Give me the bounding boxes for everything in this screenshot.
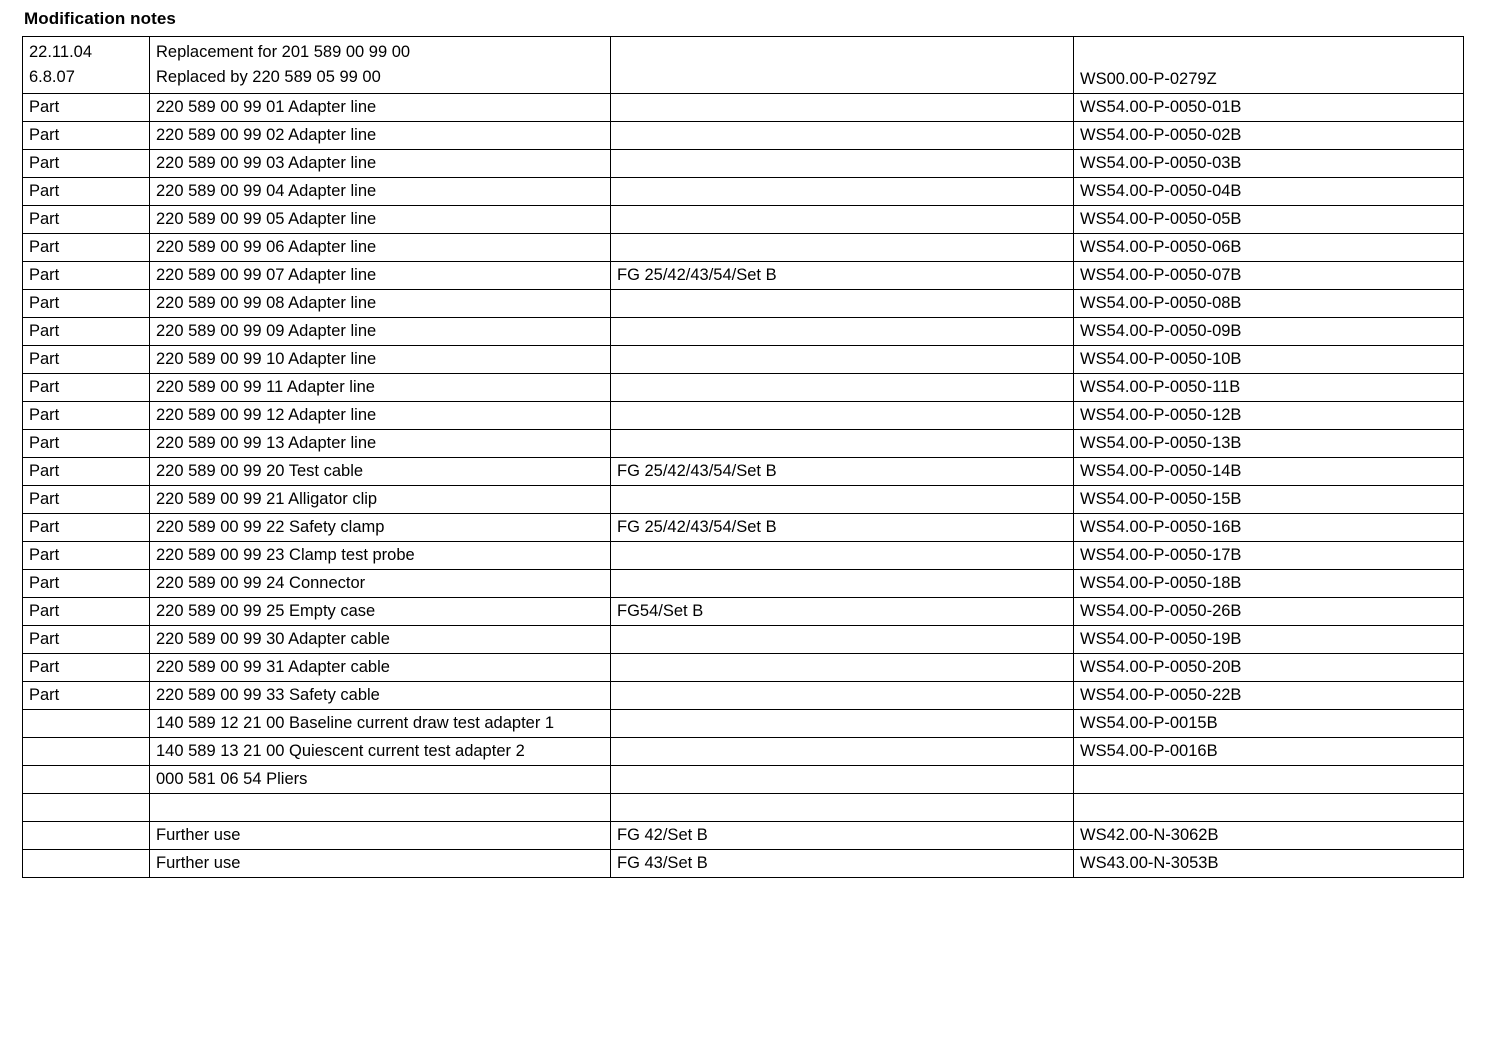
table-row bbox=[23, 626, 1464, 654]
row-docref-cell: WS54.00-P-0050-10B bbox=[1074, 346, 1464, 374]
row-type-cell bbox=[23, 710, 150, 738]
table-row bbox=[23, 710, 1464, 738]
row-type-cell: Part bbox=[23, 402, 150, 430]
row-description-cell bbox=[150, 794, 611, 822]
row-type-cell: Part bbox=[23, 458, 150, 486]
table-row bbox=[23, 822, 1464, 850]
row-docref-cell: WS54.00-P-0050-26B bbox=[1074, 598, 1464, 626]
row-docref-cell: WS54.00-P-0050-18B bbox=[1074, 570, 1464, 598]
table-row bbox=[23, 850, 1464, 878]
row-type-cell: Part bbox=[23, 654, 150, 682]
row-docref-cell: WS54.00-P-0050-12B bbox=[1074, 402, 1464, 430]
row-type-cell: Part bbox=[23, 570, 150, 598]
table-row bbox=[23, 178, 1464, 206]
row-usage-cell bbox=[611, 122, 1074, 150]
row-description-cell: 220 589 00 99 31 Adapter cable bbox=[150, 654, 611, 682]
table-row bbox=[23, 486, 1464, 514]
row-type-cell: Part bbox=[23, 346, 150, 374]
row-docref-cell: WS54.00-P-0050-11B bbox=[1074, 374, 1464, 402]
row-type-cell: Part bbox=[23, 94, 150, 122]
row-docref-cell: WS54.00-P-0050-04B bbox=[1074, 178, 1464, 206]
row-description-cell: 220 589 00 99 12 Adapter line bbox=[150, 402, 611, 430]
table-row bbox=[23, 150, 1464, 178]
table-row bbox=[23, 430, 1464, 458]
row-description-cell: 220 589 00 99 13 Adapter line bbox=[150, 430, 611, 458]
row-type-cell: Part bbox=[23, 318, 150, 346]
header-note-1: Replacement for 201 589 00 99 00 bbox=[156, 43, 411, 61]
row-description-cell: 220 589 00 99 11 Adapter line bbox=[150, 374, 611, 402]
row-description-cell: 220 589 00 99 01 Adapter line bbox=[150, 94, 611, 122]
row-usage-cell bbox=[611, 206, 1074, 234]
table-row bbox=[23, 290, 1464, 318]
row-usage-cell: FG 25/42/43/54/Set B bbox=[611, 458, 1074, 486]
row-type-cell: Part bbox=[23, 122, 150, 150]
row-docref-cell: WS54.00-P-0050-07B bbox=[1074, 262, 1464, 290]
row-usage-cell bbox=[611, 626, 1074, 654]
row-docref-cell: WS54.00-P-0016B bbox=[1074, 738, 1464, 766]
row-type-cell: Part bbox=[23, 430, 150, 458]
row-type-cell: Part bbox=[23, 150, 150, 178]
row-description-cell: Further use bbox=[150, 850, 611, 878]
row-description-cell: 220 589 00 99 33 Safety cable bbox=[150, 682, 611, 710]
row-description-cell: 140 589 13 21 00 Quiescent current test adapter 2 bbox=[150, 738, 611, 766]
row-usage-cell bbox=[611, 150, 1074, 178]
row-usage-cell bbox=[611, 402, 1074, 430]
row-usage-cell bbox=[611, 318, 1074, 346]
header-note-2: Replaced by 220 589 05 99 00 bbox=[156, 68, 381, 86]
header-docref-cell: WS00.00-P-0279Z bbox=[1074, 37, 1464, 94]
row-type-cell: Part bbox=[23, 598, 150, 626]
row-docref-cell: WS54.00-P-0050-09B bbox=[1074, 318, 1464, 346]
row-type-cell: Part bbox=[23, 514, 150, 542]
row-usage-cell bbox=[611, 794, 1074, 822]
row-usage-cell bbox=[611, 710, 1074, 738]
header-date-1: 22.11.04 bbox=[29, 43, 93, 61]
row-usage-cell bbox=[611, 570, 1074, 598]
table-row bbox=[23, 234, 1464, 262]
row-usage-cell: FG 25/42/43/54/Set B bbox=[611, 514, 1074, 542]
table-row bbox=[23, 206, 1464, 234]
row-usage-cell bbox=[611, 766, 1074, 794]
modification-notes-table bbox=[22, 36, 1464, 878]
row-usage-cell: FG 42/Set B bbox=[611, 822, 1074, 850]
row-description-cell: 220 589 00 99 25 Empty case bbox=[150, 598, 611, 626]
row-type-cell: Part bbox=[23, 542, 150, 570]
row-type-cell bbox=[23, 794, 150, 822]
table-row bbox=[23, 570, 1464, 598]
row-description-cell: 220 589 00 99 22 Safety clamp bbox=[150, 514, 611, 542]
row-docref-cell: WS54.00-P-0050-17B bbox=[1074, 542, 1464, 570]
row-description-cell: 220 589 00 99 30 Adapter cable bbox=[150, 626, 611, 654]
row-usage-cell bbox=[611, 346, 1074, 374]
table-row bbox=[23, 598, 1464, 626]
row-type-cell bbox=[23, 766, 150, 794]
row-usage-cell bbox=[611, 290, 1074, 318]
table-row bbox=[23, 318, 1464, 346]
row-description-cell: 220 589 00 99 06 Adapter line bbox=[150, 234, 611, 262]
row-description-cell: 220 589 00 99 08 Adapter line bbox=[150, 290, 611, 318]
row-usage-cell: FG54/Set B bbox=[611, 598, 1074, 626]
row-type-cell bbox=[23, 822, 150, 850]
row-usage-cell bbox=[611, 738, 1074, 766]
table-body bbox=[23, 37, 1464, 878]
row-description-cell: 220 589 00 99 21 Alligator clip bbox=[150, 486, 611, 514]
header-notes-cell bbox=[150, 37, 611, 94]
row-type-cell: Part bbox=[23, 178, 150, 206]
row-description-cell: 000 581 06 54 Pliers bbox=[150, 766, 611, 794]
row-docref-cell: WS54.00-P-0050-16B bbox=[1074, 514, 1464, 542]
table-row bbox=[23, 682, 1464, 710]
row-docref-cell: WS54.00-P-0050-02B bbox=[1074, 122, 1464, 150]
row-usage-cell bbox=[611, 430, 1074, 458]
table-row bbox=[23, 402, 1464, 430]
row-docref-cell: WS54.00-P-0050-06B bbox=[1074, 234, 1464, 262]
row-description-cell: 220 589 00 99 07 Adapter line bbox=[150, 262, 611, 290]
row-docref-cell: WS54.00-P-0050-14B bbox=[1074, 458, 1464, 486]
row-docref-cell bbox=[1074, 766, 1464, 794]
row-usage-cell bbox=[611, 234, 1074, 262]
table-header-row bbox=[23, 37, 1464, 94]
row-description-cell: 220 589 00 99 24 Connector bbox=[150, 570, 611, 598]
row-type-cell: Part bbox=[23, 234, 150, 262]
row-type-cell: Part bbox=[23, 682, 150, 710]
row-description-cell: 220 589 00 99 02 Adapter line bbox=[150, 122, 611, 150]
row-docref-cell: WS54.00-P-0050-13B bbox=[1074, 430, 1464, 458]
row-description-cell: 140 589 12 21 00 Baseline current draw test adapter 1 bbox=[150, 710, 611, 738]
table-row bbox=[23, 738, 1464, 766]
row-description-cell: 220 589 00 99 04 Adapter line bbox=[150, 178, 611, 206]
row-description-cell: 220 589 00 99 20 Test cable bbox=[150, 458, 611, 486]
row-docref-cell: WS54.00-P-0050-19B bbox=[1074, 626, 1464, 654]
row-usage-cell: FG 25/42/43/54/Set B bbox=[611, 262, 1074, 290]
row-type-cell: Part bbox=[23, 486, 150, 514]
row-usage-cell bbox=[611, 486, 1074, 514]
row-description-cell: 220 589 00 99 03 Adapter line bbox=[150, 150, 611, 178]
table-row bbox=[23, 794, 1464, 822]
row-docref-cell: WS54.00-P-0050-15B bbox=[1074, 486, 1464, 514]
page-title: Modification notes bbox=[24, 9, 176, 28]
table-row bbox=[23, 766, 1464, 794]
row-docref-cell: WS54.00-P-0050-03B bbox=[1074, 150, 1464, 178]
row-usage-cell bbox=[611, 178, 1074, 206]
row-usage-cell: FG 43/Set B bbox=[611, 850, 1074, 878]
table-row bbox=[23, 542, 1464, 570]
row-usage-cell bbox=[611, 682, 1074, 710]
row-usage-cell bbox=[611, 94, 1074, 122]
row-docref-cell: WS54.00-P-0050-20B bbox=[1074, 654, 1464, 682]
row-docref-cell: WS54.00-P-0050-22B bbox=[1074, 682, 1464, 710]
row-description-cell: 220 589 00 99 23 Clamp test probe bbox=[150, 542, 611, 570]
row-description-cell: 220 589 00 99 10 Adapter line bbox=[150, 346, 611, 374]
row-description-cell: Further use bbox=[150, 822, 611, 850]
header-dates-cell bbox=[23, 37, 150, 94]
row-description-cell: 220 589 00 99 05 Adapter line bbox=[150, 206, 611, 234]
row-docref-cell: WS43.00-N-3053B bbox=[1074, 850, 1464, 878]
row-docref-cell: WS54.00-P-0050-05B bbox=[1074, 206, 1464, 234]
table-row bbox=[23, 122, 1464, 150]
row-type-cell bbox=[23, 850, 150, 878]
row-type-cell: Part bbox=[23, 262, 150, 290]
table-row bbox=[23, 94, 1464, 122]
table-row bbox=[23, 374, 1464, 402]
row-usage-cell bbox=[611, 654, 1074, 682]
table-row bbox=[23, 262, 1464, 290]
row-type-cell: Part bbox=[23, 374, 150, 402]
row-type-cell: Part bbox=[23, 206, 150, 234]
row-type-cell bbox=[23, 738, 150, 766]
table-row bbox=[23, 514, 1464, 542]
row-docref-cell bbox=[1074, 794, 1464, 822]
row-docref-cell: WS54.00-P-0050-08B bbox=[1074, 290, 1464, 318]
table-row bbox=[23, 654, 1464, 682]
row-type-cell: Part bbox=[23, 290, 150, 318]
table-row bbox=[23, 458, 1464, 486]
row-type-cell: Part bbox=[23, 626, 150, 654]
header-date-2: 6.8.07 bbox=[29, 68, 75, 86]
row-usage-cell bbox=[611, 542, 1074, 570]
row-docref-cell: WS42.00-N-3062B bbox=[1074, 822, 1464, 850]
table-row bbox=[23, 346, 1464, 374]
row-docref-cell: WS54.00-P-0015B bbox=[1074, 710, 1464, 738]
row-docref-cell: WS54.00-P-0050-01B bbox=[1074, 94, 1464, 122]
header-usage-cell bbox=[611, 37, 1074, 94]
row-description-cell: 220 589 00 99 09 Adapter line bbox=[150, 318, 611, 346]
row-usage-cell bbox=[611, 374, 1074, 402]
